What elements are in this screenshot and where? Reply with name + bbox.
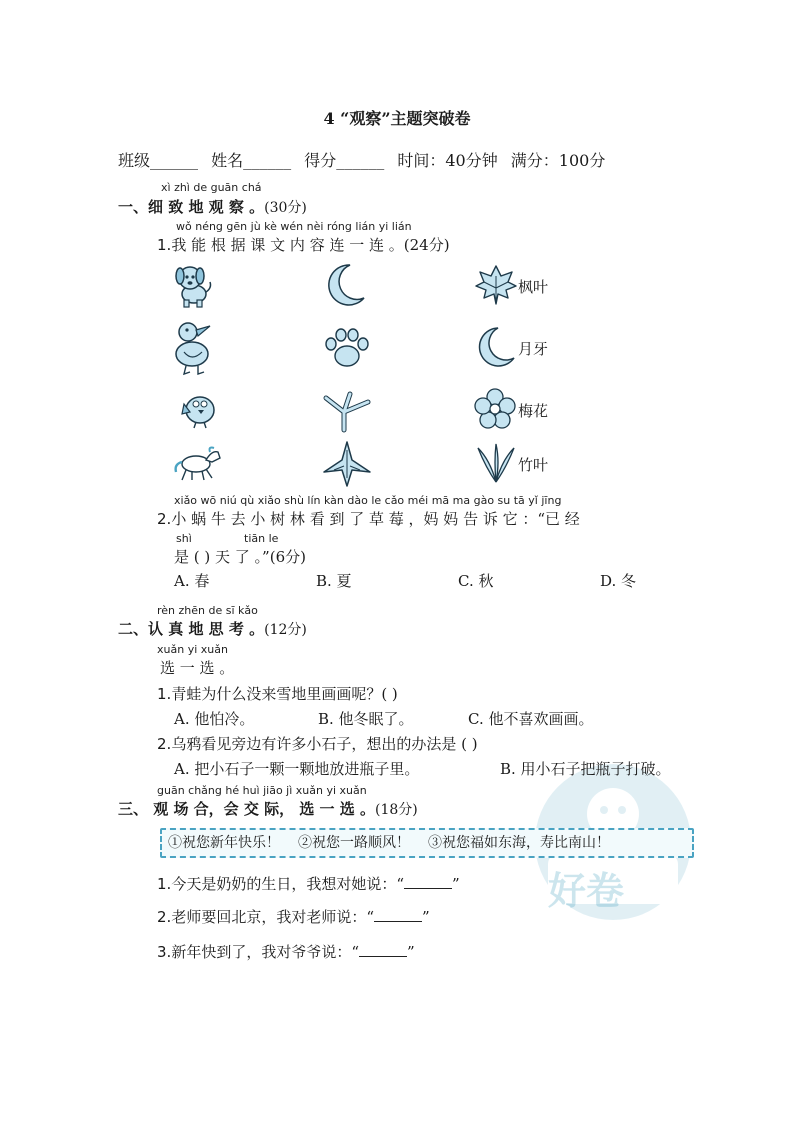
class-field[interactable]: 班级______: [118, 151, 199, 170]
s2-q2-option-a[interactable]: A. 把小石子一颗一颗地放进瓶子里。: [174, 760, 420, 778]
section3-heading: 三、 观 场 合，会 交 际， 选 一 选 。(18分): [118, 800, 418, 818]
section2-sub-pinyin: xuǎn yi xuǎn: [157, 643, 228, 656]
bamboo-leaf-icon[interactable]: [474, 442, 518, 484]
greeting-choices-box: [160, 828, 694, 858]
s2-q1-option-c[interactable]: C. 他不喜欢画画。: [468, 710, 594, 728]
student-info-line: [118, 148, 613, 171]
section1-heading: 一、细 致 地 观 察 。(30分): [118, 198, 307, 216]
q2-option-c[interactable]: C. 秋: [458, 572, 494, 590]
name-field[interactable]: 姓名______: [211, 151, 292, 170]
watermark-text: 好卷: [548, 869, 625, 913]
horse-icon[interactable]: [172, 444, 224, 484]
label-crescent: 月牙: [518, 340, 549, 358]
time-label: 时间：40分钟: [397, 151, 498, 170]
s2-q1-option-a[interactable]: A. 他怕冷。: [174, 710, 255, 728]
q1-text: 1.我 能 根 据 课 文 内 容 连 一 连 。(24分): [157, 236, 450, 254]
choice-1: ①祝您新年快乐！: [168, 835, 280, 851]
s2-q2-option-b[interactable]: B. 用小石子把瓶子打破。: [500, 760, 671, 778]
s2-q1-option-b[interactable]: B. 他冬眠了。: [318, 710, 414, 728]
chick-icon[interactable]: [174, 386, 222, 430]
q2-text-line2: 是 ( ) 天 了 。”(6分): [174, 548, 306, 566]
s3-q1-answer-blank[interactable]: [404, 874, 452, 889]
duck-icon[interactable]: [170, 318, 216, 376]
choice-2: ②祝您一路顺风！: [298, 835, 410, 851]
q2-text-line1: 2.小 蜗 牛 去 小 树 林 看 到 了 草 莓 ，妈 妈 告 诉 它 ：“已 经: [157, 510, 580, 528]
q2-option-b[interactable]: B. 夏: [316, 572, 352, 590]
s3-q3-text: 3.新年快到了，我对爷爷说：“ ”: [157, 943, 415, 961]
crescent-icon[interactable]: [474, 326, 516, 368]
label-plum-blossom: 梅花: [518, 402, 549, 420]
page-title: 4 “观察”主题突破卷: [323, 109, 471, 128]
crescent-moon-icon[interactable]: [324, 262, 368, 308]
q2-option-a[interactable]: A. 春: [174, 572, 210, 590]
section2-heading: 二、认 真 地 思 考 。(12分): [118, 620, 307, 638]
chicken-footprint-icon[interactable]: [320, 390, 374, 432]
s3-q3-answer-blank[interactable]: [359, 942, 407, 957]
q2-pinyin-tianle: tiān le: [244, 532, 279, 545]
section3-pinyin: guān chǎng hé huì jiāo jì xuǎn yi xuǎn: [157, 784, 367, 797]
q2-pinyin-shi: shì: [176, 532, 192, 545]
q2-pinyin-line1: xiǎo wō niú qù xiǎo shù lín kàn dào le cǎo méi mā ma gào su tā yǐ jīng: [174, 494, 562, 507]
section2-sub-text: 选 一 选 。: [160, 659, 235, 677]
full-score-label: 满分：100分: [510, 151, 606, 170]
s2-q1-text: 1.青蛙为什么没来雪地里画画呢？( ): [157, 685, 398, 703]
q2-option-d[interactable]: D. 冬: [600, 572, 637, 590]
s2-q2-text: 2.乌鸦看见旁边有许多小石子，想出的办法是 ( ): [157, 735, 478, 753]
paw-print-icon[interactable]: [322, 326, 372, 370]
section2-pinyin: rèn zhēn de sī kǎo: [157, 604, 258, 617]
s3-q2-text: 2.老师要回北京，我对老师说：“ ”: [157, 908, 430, 926]
dog-icon[interactable]: [170, 262, 214, 308]
plum-blossom-icon[interactable]: [474, 388, 516, 430]
section1-pinyin: xì zhì de guān chá: [161, 181, 262, 194]
duck-footprint-icon[interactable]: [322, 440, 372, 488]
choice-3: ③祝您福如东海，寿比南山！: [428, 835, 610, 851]
label-maple-leaf: 枫叶: [518, 278, 549, 296]
score-field[interactable]: 得分______: [304, 151, 385, 170]
s3-q2-answer-blank[interactable]: [374, 907, 422, 922]
maple-leaf-icon[interactable]: [474, 264, 518, 306]
label-bamboo-leaf: 竹叶: [518, 456, 549, 474]
q1-pinyin: wǒ néng gēn jù kè wén nèi róng lián yi lián: [176, 220, 412, 233]
s3-q1-text: 1.今天是奶奶的生日，我想对她说：“ ”: [157, 875, 460, 893]
